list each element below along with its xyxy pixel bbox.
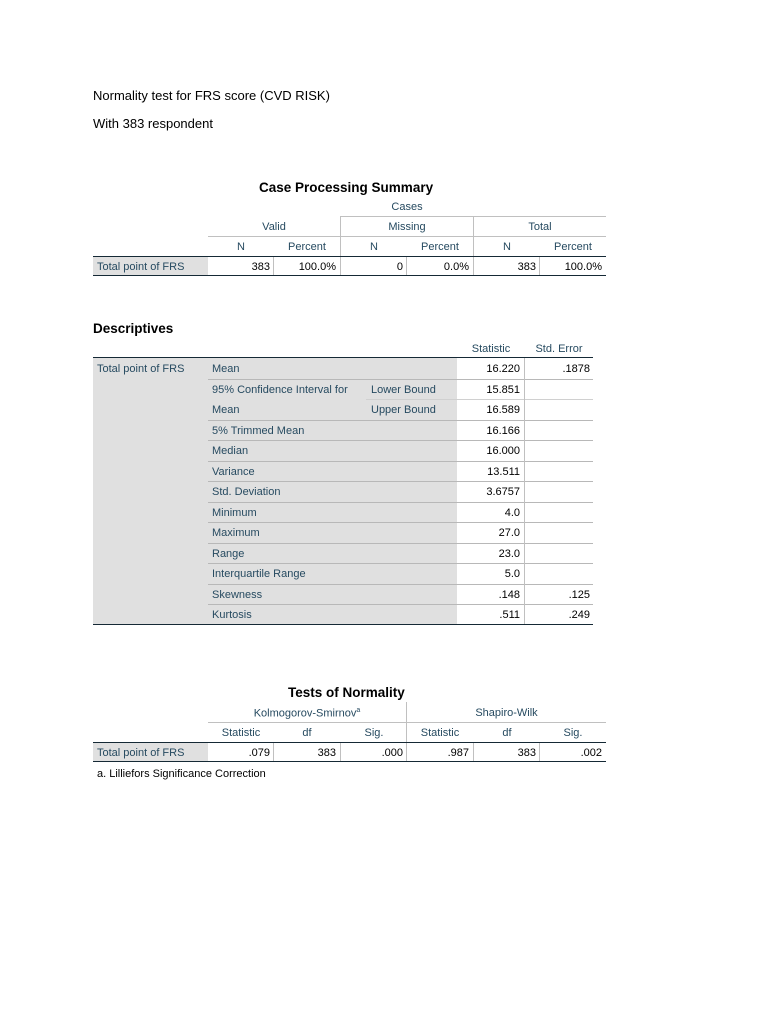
divider xyxy=(208,604,593,605)
std-error-value: .125 xyxy=(568,588,590,601)
stat-label: Mean xyxy=(212,363,240,375)
subheader-percent: Percent xyxy=(554,241,592,253)
divider xyxy=(539,743,540,761)
stat-label: 5% Trimmed Mean xyxy=(212,424,305,437)
stat-label: Skewness xyxy=(212,588,263,601)
statistic-value: 16.220 xyxy=(486,363,520,375)
divider xyxy=(208,481,593,482)
subheader-n: N xyxy=(370,241,378,253)
subheader-n: N xyxy=(503,241,511,253)
subheader-percent: Percent xyxy=(421,241,459,253)
divider xyxy=(273,743,274,761)
statistic-value: 16.166 xyxy=(486,424,520,437)
statistic-value: 23.0 xyxy=(498,547,520,560)
statistic-value: 13.511 xyxy=(487,465,520,478)
statistic-value: 4.0 xyxy=(504,506,520,519)
divider xyxy=(208,461,593,462)
divider xyxy=(366,399,593,400)
descriptives-title: Descriptives xyxy=(93,321,174,336)
stat-sublabel: Upper Bound xyxy=(371,404,436,416)
statistic-value: 16.589 xyxy=(486,404,520,416)
cell-value: .079 xyxy=(248,747,270,759)
stat-label: Maximum xyxy=(212,527,260,539)
case-summary-title: Case Processing Summary xyxy=(259,180,434,195)
total-header: Total xyxy=(528,221,552,233)
divider xyxy=(93,275,606,276)
divider xyxy=(524,358,525,624)
subheader-sig: Sig. xyxy=(364,727,384,739)
statistic-value: 5.0 xyxy=(504,568,520,580)
intro-title: Normality test for FRS score (CVD RISK) xyxy=(93,88,330,103)
ks-header: Kolmogorov-Smirnov$^a$ xyxy=(253,707,361,720)
cell-value: 100.0% xyxy=(564,261,602,273)
subheader-df: df xyxy=(302,727,312,739)
footnote: a. Lilliefors Significance Correction xyxy=(97,768,266,780)
stat-label: Mean xyxy=(212,404,240,416)
subheader-sig: Sig. xyxy=(563,727,583,739)
divider xyxy=(340,216,341,256)
divider xyxy=(93,624,593,625)
cell-value: 0.0% xyxy=(443,261,469,273)
subheader-df: df xyxy=(502,727,512,739)
divider xyxy=(208,543,593,544)
row-label: Total point of FRS xyxy=(97,261,185,273)
statistic-value: 16.000 xyxy=(486,445,520,457)
stat-label: Range xyxy=(212,547,245,560)
divider xyxy=(473,257,474,275)
divider xyxy=(208,722,606,723)
cell-value: .000 xyxy=(381,747,403,759)
intro-subtitle: With 383 respondent xyxy=(93,116,213,131)
divider xyxy=(208,420,593,421)
subheader-percent: Percent xyxy=(288,241,326,253)
stat-label: Minimum xyxy=(212,506,257,519)
stat-label: Median xyxy=(212,445,249,457)
cell-value: 0 xyxy=(396,261,403,273)
std-error-value: .1878 xyxy=(562,363,590,375)
valid-header: Valid xyxy=(262,221,286,233)
statistic-value: 3.6757 xyxy=(486,486,520,498)
divider xyxy=(406,702,407,742)
stat-label: Std. Deviation xyxy=(212,486,281,498)
statistic-value: .511 xyxy=(499,609,520,621)
stat-label: Interquartile Range xyxy=(212,568,306,580)
divider xyxy=(406,257,407,275)
subheader-statistic: Statistic xyxy=(420,727,460,739)
divider xyxy=(473,216,474,256)
statistic-value: 15.851 xyxy=(486,383,520,396)
divider xyxy=(208,522,593,523)
divider xyxy=(340,743,341,761)
cell-value: 100.0% xyxy=(298,261,336,273)
divider xyxy=(208,584,593,585)
stat-sublabel: Lower Bound xyxy=(371,383,436,396)
cases-header: Cases xyxy=(391,201,423,213)
stat-label: Variance xyxy=(212,465,255,478)
divider xyxy=(93,761,606,762)
stat-label: 95% Confidence Interval for xyxy=(212,383,348,396)
divider xyxy=(340,257,341,275)
std-error-value: .249 xyxy=(568,609,590,621)
std-error-header: Std. Error xyxy=(535,343,583,355)
statistic-value: 27.0 xyxy=(498,527,520,539)
missing-header: Missing xyxy=(388,221,426,233)
cell-value: .002 xyxy=(580,747,602,759)
row-label: Total point of FRS xyxy=(97,363,185,375)
cell-value: 383 xyxy=(317,747,336,759)
divider xyxy=(473,743,474,761)
divider xyxy=(406,743,407,761)
cell-value: 383 xyxy=(251,261,270,273)
divider xyxy=(539,257,540,275)
statistic-value: .148 xyxy=(498,588,520,601)
divider xyxy=(208,502,593,503)
divider xyxy=(208,563,593,564)
normality-title: Tests of Normality xyxy=(288,685,405,700)
sw-header: Shapiro-Wilk xyxy=(475,707,538,719)
subheader-statistic: Statistic xyxy=(221,727,261,739)
row-label: Total point of FRS xyxy=(97,747,185,759)
divider xyxy=(208,379,593,380)
cell-value: 383 xyxy=(517,747,536,759)
statistic-header: Statistic xyxy=(471,343,511,355)
stat-label: Kurtosis xyxy=(212,609,252,621)
footnote-marker: a xyxy=(356,707,361,714)
divider xyxy=(208,440,593,441)
subheader-n: N xyxy=(237,241,245,253)
cell-value: .987 xyxy=(447,747,469,759)
divider xyxy=(208,236,606,237)
divider xyxy=(273,257,274,275)
cell-value: 383 xyxy=(517,261,536,273)
